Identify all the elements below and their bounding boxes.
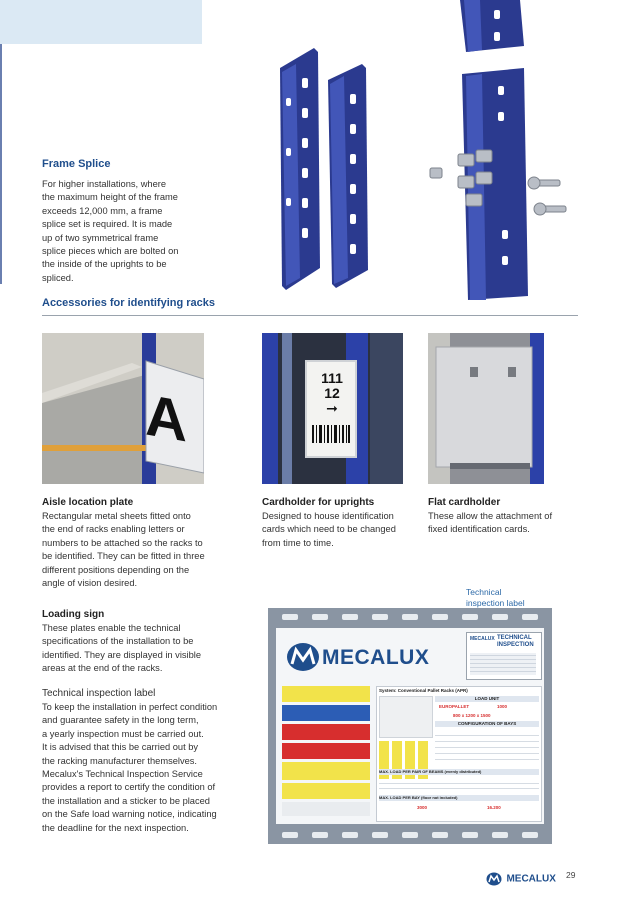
- sign-brand: MECALUX: [322, 646, 430, 669]
- callout-line: Technical: [466, 587, 502, 597]
- section-divider: [42, 315, 578, 316]
- sign-slot: [492, 614, 508, 620]
- sign-slot: [342, 614, 358, 620]
- sign-slot: [282, 832, 298, 838]
- footer-logo: [486, 870, 556, 888]
- sign-slot: [312, 832, 328, 838]
- spliced-upright-illustration: [420, 0, 580, 300]
- warning-column: [282, 686, 370, 820]
- rack-diagram: [379, 696, 433, 738]
- warning-row: [282, 724, 370, 740]
- sign-slot: [432, 614, 448, 620]
- sign-slot: [402, 832, 418, 838]
- sign-slot: [372, 832, 388, 838]
- sign-slot: [372, 614, 388, 620]
- cardholder-photo: [262, 333, 403, 484]
- load-table: [376, 686, 542, 822]
- text-line: the maximum height of the frame: [42, 192, 178, 203]
- text-line: To keep the installation in perfect condition: [42, 702, 218, 712]
- sticker-title-line: TECHNICAL: [497, 635, 532, 641]
- technical-label-callout: [466, 587, 525, 609]
- warning-row: [282, 762, 370, 780]
- text-line: fixed identification cards.: [428, 524, 530, 535]
- text-line: the deadline for the next inspection.: [42, 822, 189, 833]
- text-line: Designed to house identification: [262, 511, 394, 521]
- sign-panel: [276, 628, 544, 824]
- flat-cardholder-body: [428, 510, 578, 537]
- text-line: These plates enable the technical: [42, 623, 181, 633]
- card-arrow: ➞: [326, 400, 338, 416]
- mecalux-logo-icon: [286, 642, 320, 672]
- text-line: Rectangular metal sheets fitted onto: [42, 511, 191, 521]
- inspection-sticker: [466, 632, 542, 680]
- sign-slot: [492, 832, 508, 838]
- sign-slot: [462, 614, 478, 620]
- text-line: the installation and a sticker to be placed: [42, 795, 210, 806]
- text-line: splice pieces which are bolted on: [42, 246, 179, 257]
- sticker-grid: [470, 653, 536, 675]
- text-line: and guarantee safety in the long term,: [42, 715, 199, 726]
- text-line: from time to time.: [262, 537, 334, 548]
- text-line: up of two symmetrical frame: [42, 232, 159, 243]
- sticker-title-line: INSPECTION: [497, 642, 534, 648]
- sign-slot: [462, 832, 478, 838]
- loading-sign-graphic: [268, 608, 552, 844]
- tech-label-title: Technical inspection label: [42, 688, 156, 699]
- aisle-plate-body: [42, 510, 242, 590]
- sign-slot: [402, 614, 418, 620]
- text-line: It is advised that this be carried out by: [42, 742, 199, 753]
- sticker-brand: MECALUX: [470, 636, 495, 642]
- text-line: splice set is required. It is made: [42, 219, 173, 230]
- accessories-title: Accessories for identifying racks: [42, 297, 216, 309]
- sign-slot: [522, 832, 538, 838]
- flat-cardholder-photo: [428, 333, 544, 484]
- tech-label-body: [42, 701, 257, 835]
- warning-row: [282, 705, 370, 721]
- text-line: the end of racks enabling letters or: [42, 524, 185, 535]
- text-line: on the Safe load warning notice, indicating: [42, 809, 217, 820]
- corner-block: [0, 0, 202, 44]
- callout-line: inspection label: [466, 598, 525, 608]
- sign-slot: [522, 614, 538, 620]
- loading-sign-title: Loading sign: [42, 609, 105, 620]
- text-line: areas at the end of the racks.: [42, 663, 163, 674]
- pallet-type: EUROPALLET: [439, 704, 470, 709]
- sticker-title: [497, 635, 534, 649]
- left-edge-line: [0, 44, 2, 284]
- flat-cardholder-title: Flat cardholder: [428, 497, 501, 508]
- sign-slot: [432, 832, 448, 838]
- mecalux-footer-icon: [486, 872, 502, 886]
- text-line: identified. They are displayed in visible: [42, 649, 202, 660]
- footer-brand: MECALUX: [506, 873, 556, 885]
- loading-sign-body: [42, 622, 252, 676]
- warning-row: [282, 802, 370, 816]
- text-line: the racking manufacturer themselves.: [42, 755, 198, 766]
- text-line: cards which need to be changed: [262, 524, 396, 535]
- text-line: These allow the attachment of: [428, 511, 553, 521]
- warning-row: [282, 743, 370, 759]
- pallet-weight: 1000: [497, 704, 508, 709]
- bay-value: 16.200: [487, 805, 501, 810]
- frame-splice-title: Frame Splice: [42, 158, 111, 170]
- beam-grid: [379, 779, 539, 793]
- text-line: provides a report to certify the condition of: [42, 782, 216, 793]
- load-unit-header: LOAD UNIT: [435, 696, 539, 702]
- cardholder-card-text: [312, 371, 352, 416]
- text-line: be identified. They can be fitted in three: [42, 551, 205, 562]
- card-line: 111: [321, 370, 343, 386]
- text-line: exceeds 12,000 mm, a frame: [42, 205, 163, 216]
- text-line: specifications of the installation to be: [42, 636, 194, 647]
- max-load-beams: MAX. LOAD PER PAIR OF BEAMS (evenly distributed): [379, 769, 539, 775]
- text-line: For higher installations, where: [42, 179, 167, 189]
- frame-splice-body: [42, 178, 222, 285]
- text-line: spliced.: [42, 272, 74, 283]
- warning-row: [282, 783, 370, 799]
- text-line: different positions depending on the: [42, 564, 190, 575]
- page-number: 29: [566, 870, 576, 880]
- text-line: the inside of the uprights to be: [42, 259, 167, 270]
- cardholder-body: [262, 510, 422, 550]
- sign-slot: [342, 832, 358, 838]
- aisle-plate-letter: A: [145, 382, 187, 455]
- pallet-dims: 800 x 1200 x 1500: [453, 713, 491, 718]
- aisle-plate-photo: [42, 333, 204, 484]
- cardholder-title: Cardholder for uprights: [262, 497, 375, 508]
- text-line: a yearly inspection must be carried out.: [42, 728, 204, 739]
- config-grid: [435, 731, 539, 765]
- config-header: CONFIGURATION OF BAYS: [435, 721, 539, 727]
- frame-splice-pieces-illustration: [262, 38, 392, 296]
- max-load-bay: MAX. LOAD PER BAY (floor not included): [379, 795, 539, 801]
- bay-value: 3000: [417, 805, 428, 810]
- aisle-plate-title: Aisle location plate: [42, 497, 134, 508]
- card-line: 12: [324, 385, 340, 401]
- warning-row: [282, 686, 370, 702]
- text-line: numbers to be attached so the racks to: [42, 537, 203, 548]
- text-line: angle of vision desired.: [42, 578, 138, 589]
- sign-slot: [282, 614, 298, 620]
- sign-slot: [312, 614, 328, 620]
- flat-cardholder-scene: [428, 333, 544, 484]
- sticker-stack: [379, 741, 431, 781]
- system-line: System: Conventional Pallet Racks (APR): [379, 688, 468, 693]
- text-line: Mecalux's Technical Inspection Service: [42, 769, 203, 780]
